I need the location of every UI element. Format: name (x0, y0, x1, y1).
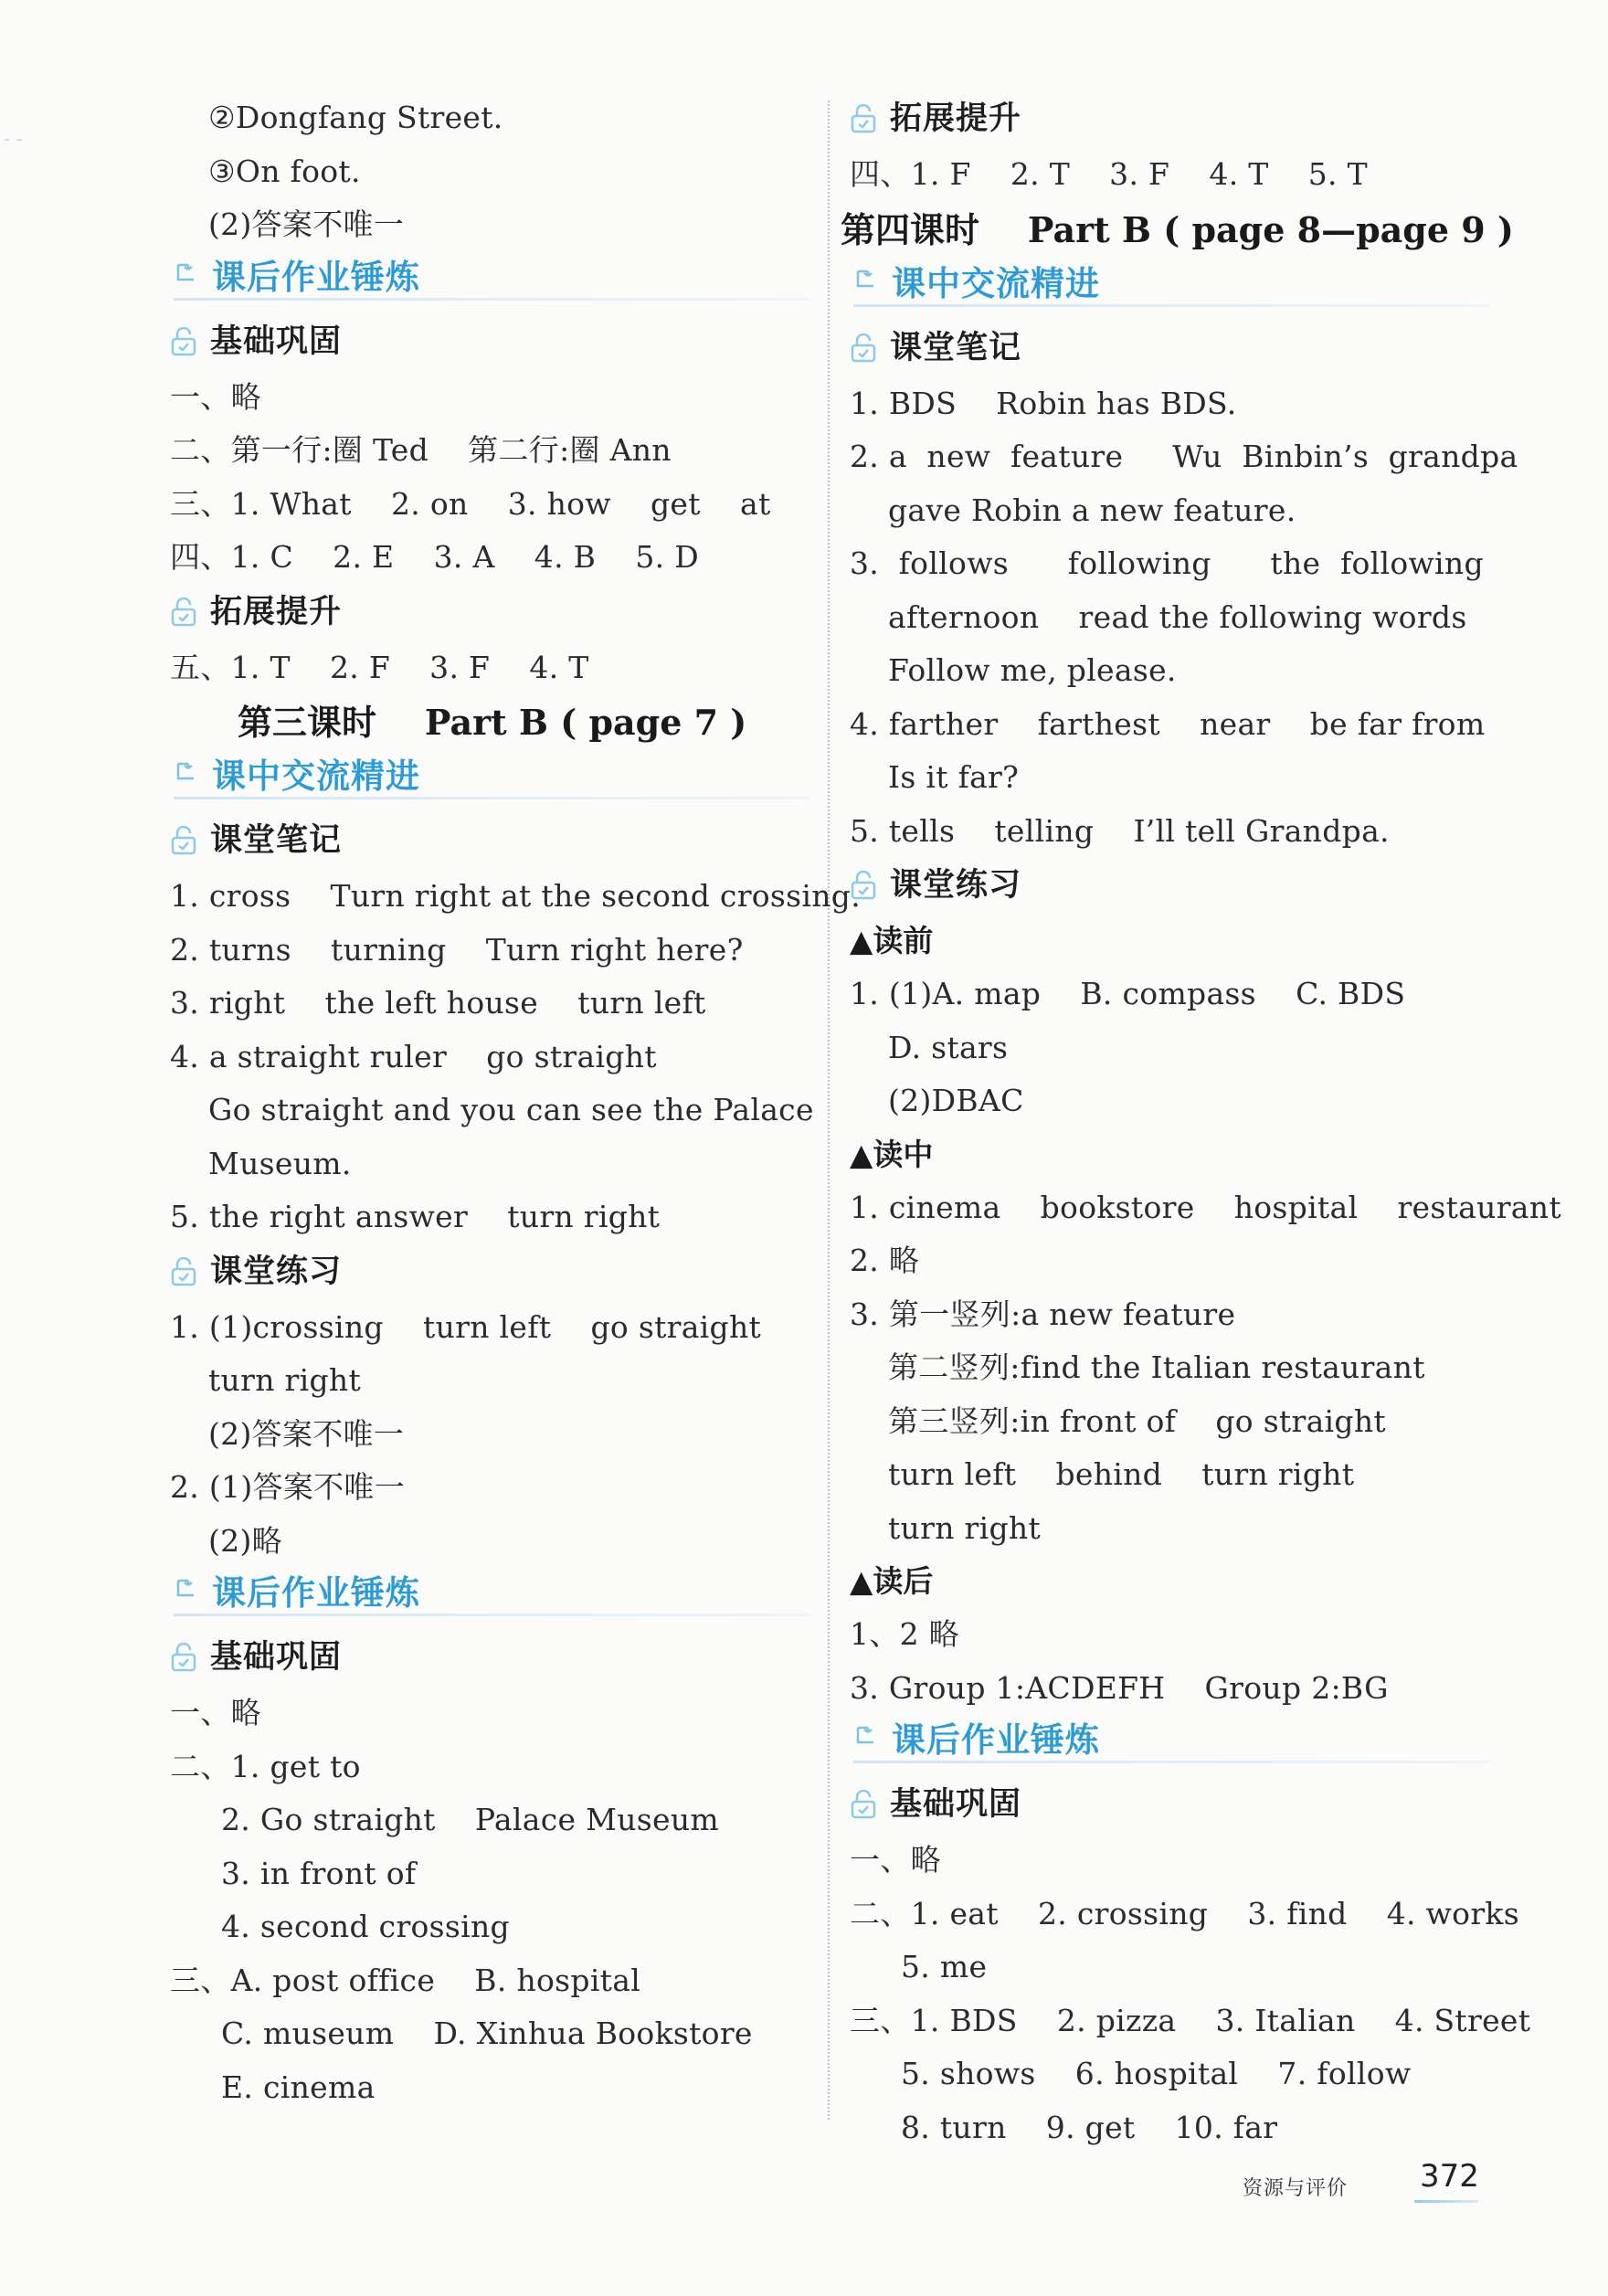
answer-line: C. museum D. Xinhua Bookstore (221, 2016, 753, 2051)
subsection-header (170, 314, 809, 371)
answer-line: 一、略 (850, 1842, 941, 1878)
answer-line: turn right (888, 1509, 1042, 1546)
section-header-homework (170, 252, 809, 314)
section-underline (174, 797, 809, 799)
section-title: 课中交流精进 (212, 757, 420, 796)
answer-line: turn left behind turn right (888, 1456, 1355, 1492)
answer-line: 3. follows following the following (850, 545, 1484, 581)
answer-line: Is it far? (888, 759, 1020, 795)
lesson-title: 第三课时 Part B ( page 7 ) (238, 702, 747, 743)
triangle-heading: ▲读后 (850, 1563, 934, 1599)
answer-line: 1. cinema bookstore hospital restaurant (850, 1189, 1561, 1225)
section-underline (174, 1614, 809, 1616)
answer-line: D. stars (888, 1029, 1009, 1065)
bookmark-arrow-icon (175, 1577, 197, 1599)
answer-line: 4. farther farthest near be far from (850, 705, 1486, 742)
section-header-homework (850, 1715, 1489, 1777)
lock-icon (170, 1257, 197, 1286)
answer-line: 2. Go straight Palace Museum (221, 1802, 719, 1837)
answer-line: 第三竖列:in front of go straight (888, 1402, 1386, 1439)
answer-line: 3. Group 1:ACDEFH Group 2:BG (850, 1669, 1389, 1706)
lock-icon (850, 333, 877, 363)
answer-line: turn right (208, 1362, 362, 1398)
margin-mark: - - (4, 128, 23, 150)
subsection-title: 基础巩固 (210, 1639, 343, 1676)
subsection-header (170, 813, 809, 870)
lock-icon (170, 598, 197, 627)
answer-line: (2)答案不唯一 (208, 206, 405, 242)
answer-line: 三、1. What 2. on 3. how get at (170, 485, 771, 522)
answer-line: 二、1. get to (170, 1748, 361, 1784)
subsection-title: 基础巩固 (890, 1786, 1022, 1823)
answer-line: 五、1. T 2. F 3. F 4. T (170, 649, 589, 685)
bookmark-arrow-icon (175, 760, 197, 782)
section-title: 课后作业锤炼 (212, 1573, 420, 1613)
subsection-title: 课堂练习 (210, 1253, 343, 1290)
answer-line: 1、2 略 (850, 1616, 959, 1652)
answer-line: 一、略 (170, 1695, 261, 1730)
subsection-title: 基础巩固 (210, 323, 343, 360)
answer-line: 4. second crossing (221, 1909, 510, 1944)
answer-line: 第二竖列:find the Italian restaurant (888, 1349, 1425, 1385)
lock-icon (170, 826, 197, 855)
subsection-title: 拓展提升 (210, 593, 343, 630)
lock-icon (170, 327, 197, 356)
answer-line: 3. right the left house turn left (170, 985, 706, 1021)
page-number-underline (1414, 2200, 1478, 2203)
answer-line: 一、略 (170, 378, 261, 415)
answer-line: 1. cross Turn right at the second crossing. (170, 878, 862, 914)
answer-line: 3. in front of (221, 1855, 417, 1891)
subsection-title: 课堂练习 (890, 867, 1022, 904)
answer-line: afternoon read the following words (888, 598, 1467, 635)
section-title: 课后作业锤炼 (892, 1720, 1100, 1760)
answer-line: 5. me (901, 1949, 988, 1984)
answer-line: 三、1. BDS 2. pizza 3. Italian 4. Street (850, 2002, 1531, 2038)
subsection-header (170, 585, 809, 641)
left-column (170, 91, 862, 2114)
section-header-homework (170, 1568, 809, 1630)
lock-icon (850, 1790, 877, 1819)
bookmark-arrow-icon (855, 268, 877, 290)
answer-line: 四、1. F 2. T 3. F 4. T 5. T (850, 156, 1368, 192)
answer-line: 8. turn 9. get 10. far (901, 2109, 1278, 2145)
section-header-class (170, 751, 809, 813)
lock-icon (850, 871, 877, 900)
answer-line: Follow me, please. (888, 652, 1177, 688)
lesson-title: 第四课时 Part B ( page 8—page 9 ) (841, 208, 1514, 250)
answer-line: 二、1. eat 2. crossing 3. find 4. works (850, 1895, 1519, 1931)
answer-line: 1. BDS Robin has BDS. (850, 385, 1237, 421)
answer-line: (2)略 (208, 1522, 282, 1559)
subsection-header (850, 1777, 1489, 1834)
lock-icon (850, 104, 877, 133)
triangle-heading: ▲读中 (850, 1136, 934, 1172)
answer-line: Museum. (208, 1145, 352, 1181)
subsection-header (170, 1244, 809, 1301)
answer-line: 3. 第一竖列:a new feature (850, 1296, 1236, 1332)
answer-line: 5. the right answer turn right (170, 1199, 661, 1234)
answer-line: 2. a new feature Wu Binbin’s grandpa (850, 439, 1518, 474)
subsection-title: 课堂笔记 (890, 329, 1022, 366)
section-underline (853, 304, 1489, 307)
subsection-title: 课堂笔记 (210, 822, 343, 859)
section-title: 课后作业锤炼 (212, 257, 420, 297)
subsection-header (850, 91, 1489, 148)
triangle-heading: ▲读前 (850, 923, 934, 958)
answer-line: Go straight and you can see the Palace (208, 1092, 814, 1127)
section-underline (174, 298, 809, 301)
subsection-header (170, 1630, 809, 1687)
answer-line: 1. (1)crossing turn left go straight (170, 1308, 762, 1345)
subsection-header (850, 858, 1489, 915)
answer-line: 5. tells telling I’ll tell Grandpa. (850, 812, 1390, 849)
lock-icon (170, 1643, 197, 1672)
answer-line: E. cinema (221, 2069, 376, 2105)
answer-line: (2)DBAC (888, 1083, 1024, 1118)
subsection-header (850, 321, 1489, 377)
answer-line: (2)答案不唯一 (208, 1415, 405, 1452)
answer-line: 1. (1)A. map B. compass C. BDS (850, 976, 1406, 1011)
answer-line: ②Dongfang Street. (208, 100, 503, 135)
bookmark-arrow-icon (175, 261, 197, 283)
answer-line: 5. shows 6. hospital 7. follow (901, 2056, 1412, 2091)
answer-line: ③On foot. (208, 153, 361, 189)
section-title: 课中交流精进 (892, 263, 1100, 303)
column-divider (828, 101, 830, 2120)
section-underline (853, 1761, 1489, 1763)
answer-line: 2. 略 (850, 1243, 920, 1278)
page-number: 372 (1420, 2158, 1479, 2195)
bookmark-arrow-icon (855, 1724, 877, 1746)
subsection-title: 拓展提升 (890, 101, 1022, 137)
footer-label: 资源与评价 (1243, 2177, 1349, 2200)
answer-line: 二、第一行:圈 Ted 第二行:圈 Ann (170, 432, 672, 468)
answer-line: 三、A. post office B. hospital (170, 1962, 641, 1998)
right-column (841, 91, 1561, 2154)
answer-line: 4. a straight ruler go straight (170, 1038, 657, 1074)
answer-line: 四、1. C 2. E 3. A 4. B 5. D (170, 539, 699, 575)
answer-line: gave Robin a new feature. (888, 492, 1296, 528)
section-header-class (850, 259, 1489, 321)
answer-line: 2. turns turning Turn right here? (170, 931, 744, 968)
answer-line: 2. (1)答案不唯一 (170, 1469, 406, 1505)
